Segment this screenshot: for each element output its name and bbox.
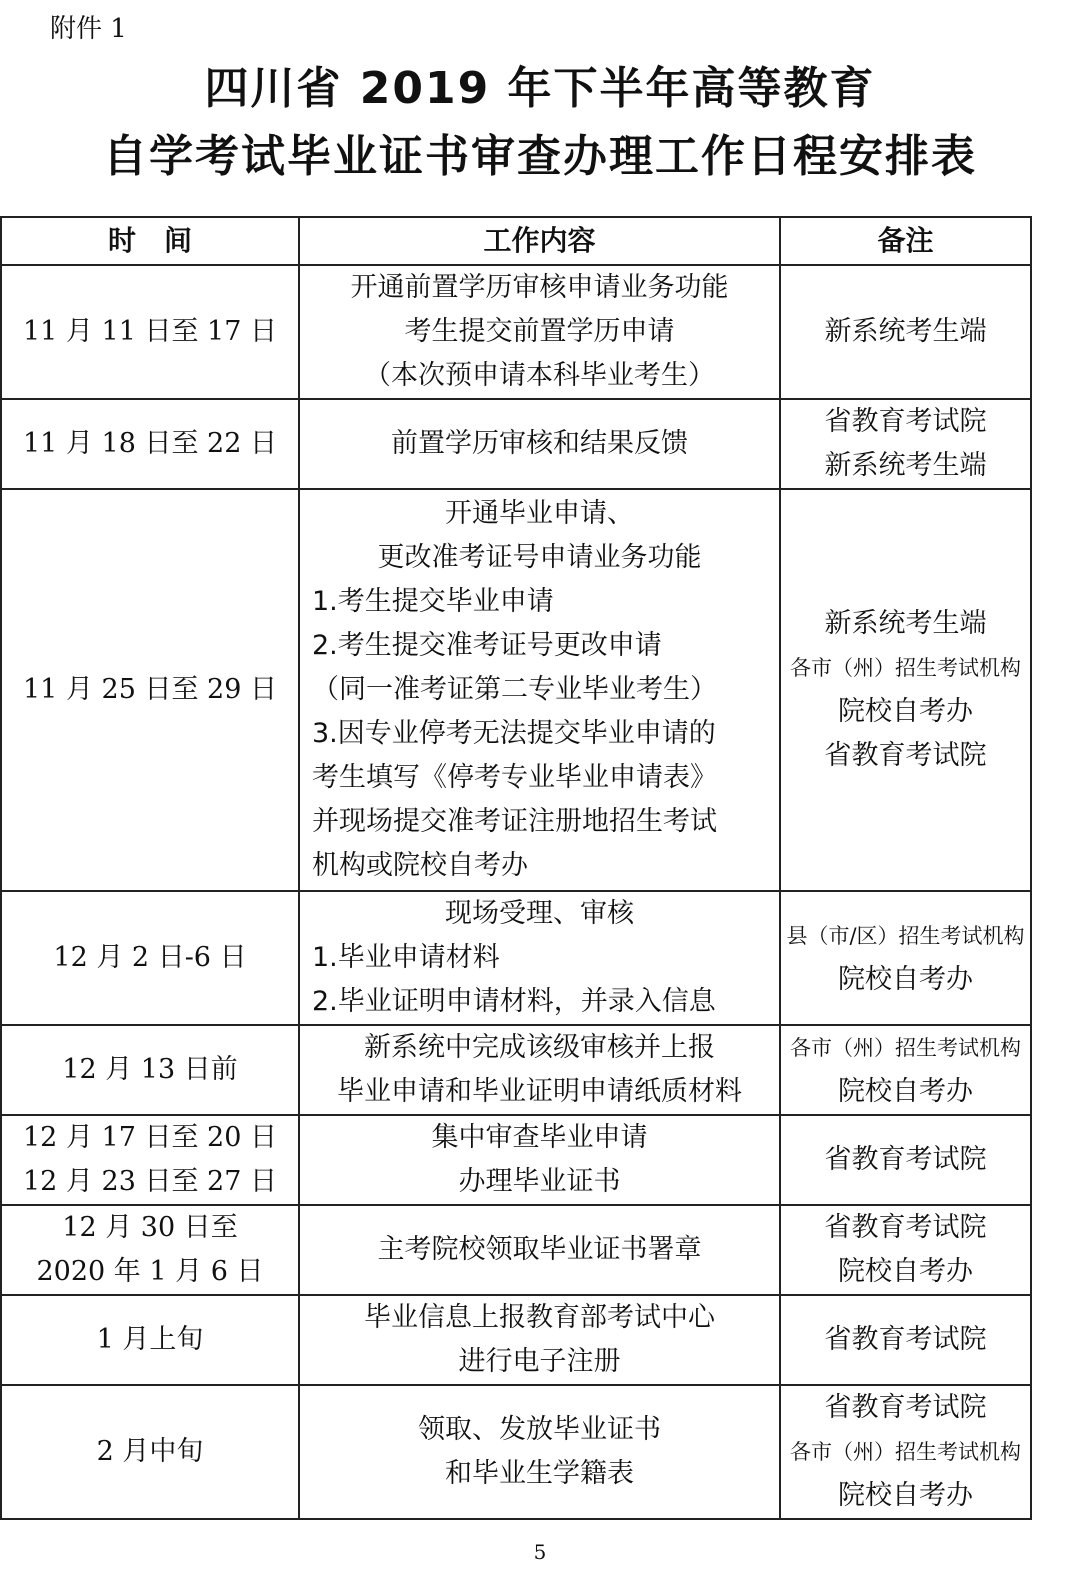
note-line: 院校自考办 <box>838 1256 973 1287</box>
content-line: 考生填写《停考专业毕业申请表》 <box>312 762 717 793</box>
header-note: 备注 <box>780 217 1031 265</box>
header-time: 时 间 <box>1 217 299 265</box>
note-line: 省教育考试院 <box>824 406 987 437</box>
time-cell <box>1 489 299 891</box>
content-line: 考生提交前置学历申请 <box>404 316 675 347</box>
time-cell <box>1 1115 299 1205</box>
table-row <box>1 489 1031 891</box>
table-row <box>1 399 1031 489</box>
note-line: 新系统考生端 <box>824 450 987 481</box>
time-line: 2 月中旬 <box>96 1436 204 1467</box>
content-line: 开通毕业申请、 <box>445 498 634 529</box>
content-cell <box>299 1115 780 1205</box>
note-line: 省教育考试院 <box>824 1144 987 1175</box>
content-line: 3.因专业停考无法提交毕业申请的 <box>312 718 716 749</box>
time-line: 11 月 11 日至 17 日 <box>23 316 277 347</box>
time-line: 12 月 13 日前 <box>62 1054 238 1085</box>
table-row <box>1 1115 1031 1205</box>
content-line: 开通前置学历审核申请业务功能 <box>350 272 729 303</box>
note-cell <box>780 1295 1031 1385</box>
content-line: 并现场提交准考证注册地招生考试 <box>312 806 717 837</box>
note-cell <box>780 891 1031 1025</box>
content-line: （本次预申请本科毕业考生） <box>364 360 715 391</box>
note-line: 院校自考办 <box>838 964 973 995</box>
time-cell <box>1 265 299 399</box>
table-row <box>1 1025 1031 1115</box>
content-line: 和毕业生学籍表 <box>445 1458 634 1489</box>
note-cell <box>780 1385 1031 1519</box>
time-cell <box>1 1295 299 1385</box>
time-cell <box>1 891 299 1025</box>
content-line: 2.考生提交准考证号更改申请 <box>312 630 662 661</box>
time-line: 2020 年 1 月 6 日 <box>36 1256 264 1287</box>
time-line: 11 月 18 日至 22 日 <box>23 428 277 459</box>
time-cell <box>1 399 299 489</box>
time-cell <box>1 1205 299 1295</box>
table-header-row <box>1 217 1031 265</box>
table-row <box>1 1295 1031 1385</box>
document-title-line2: 自学考试毕业证书审查办理工作日程安排表 <box>103 131 977 182</box>
table-row <box>1 891 1031 1025</box>
note-line: 院校自考办 <box>838 696 973 727</box>
content-line: 现场受理、审核 <box>445 898 634 929</box>
time-cell <box>1 1025 299 1115</box>
document-title-line1: 四川省 2019 年下半年高等教育 <box>204 63 876 114</box>
note-line: 各市（州）招生考试机构 <box>790 1440 1021 1464</box>
content-line: 毕业信息上报教育部考试中心 <box>364 1302 715 1333</box>
note-line: 省教育考试院 <box>824 1392 987 1423</box>
content-line: 1.毕业申请材料 <box>312 942 500 973</box>
content-line: 集中审查毕业申请 <box>431 1122 648 1153</box>
time-cell <box>1 1385 299 1519</box>
attachment-label: 附件 1 <box>50 14 127 44</box>
note-cell <box>780 1115 1031 1205</box>
note-line: 各市（州）招生考试机构 <box>790 656 1021 680</box>
content-line: 2.毕业证明申请材料，并录入信息 <box>312 986 716 1017</box>
note-line: 院校自考办 <box>838 1480 973 1511</box>
content-line: 主考院校领取毕业证书署章 <box>377 1234 702 1265</box>
content-cell <box>299 1025 780 1115</box>
time-line: 12 月 30 日至 <box>62 1212 238 1243</box>
content-cell <box>299 891 780 1025</box>
content-cell <box>299 489 780 891</box>
page-number: 5 <box>533 1540 547 1564</box>
table-row <box>1 1205 1031 1295</box>
content-cell <box>299 1295 780 1385</box>
note-line: 省教育考试院 <box>824 740 987 771</box>
time-line: 11 月 25 日至 29 日 <box>23 674 277 705</box>
content-cell <box>299 399 780 489</box>
content-cell <box>299 265 780 399</box>
content-line: 更改准考证号申请业务功能 <box>377 542 702 573</box>
content-line: 毕业申请和毕业证明申请纸质材料 <box>337 1076 742 1107</box>
table-row <box>1 265 1031 399</box>
note-line: 各市（州）招生考试机构 <box>790 1036 1021 1060</box>
table-row <box>1 1385 1031 1519</box>
content-line: （同一准考证第二专业毕业考生） <box>312 674 717 705</box>
time-line: 12 月 2 日-6 日 <box>53 942 247 973</box>
content-line: 前置学历审核和结果反馈 <box>391 428 688 459</box>
note-cell <box>780 1025 1031 1115</box>
content-line: 领取、发放毕业证书 <box>418 1414 661 1445</box>
note-line: 省教育考试院 <box>824 1324 987 1355</box>
header-content: 工作内容 <box>299 217 780 265</box>
note-line: 新系统考生端 <box>824 316 987 347</box>
note-cell <box>780 1205 1031 1295</box>
note-line: 省教育考试院 <box>824 1212 987 1243</box>
content-line: 新系统中完成该级审核并上报 <box>364 1032 715 1063</box>
note-cell <box>780 265 1031 399</box>
content-line: 1.考生提交毕业申请 <box>312 586 554 617</box>
time-line: 12 月 23 日至 27 日 <box>23 1166 277 1197</box>
content-line: 办理毕业证书 <box>458 1166 621 1197</box>
note-line: 新系统考生端 <box>824 608 987 639</box>
note-line: 县（市/区）招生考试机构 <box>786 924 1025 948</box>
time-line: 1 月上旬 <box>96 1324 204 1355</box>
note-cell <box>780 399 1031 489</box>
content-line: 进行电子注册 <box>458 1346 621 1377</box>
content-line: 机构或院校自考办 <box>312 850 528 881</box>
note-line: 院校自考办 <box>838 1076 973 1107</box>
time-line: 12 月 17 日至 20 日 <box>23 1122 277 1153</box>
note-cell <box>780 489 1031 891</box>
schedule-table <box>0 216 1032 1520</box>
content-cell <box>299 1205 780 1295</box>
content-cell <box>299 1385 780 1519</box>
